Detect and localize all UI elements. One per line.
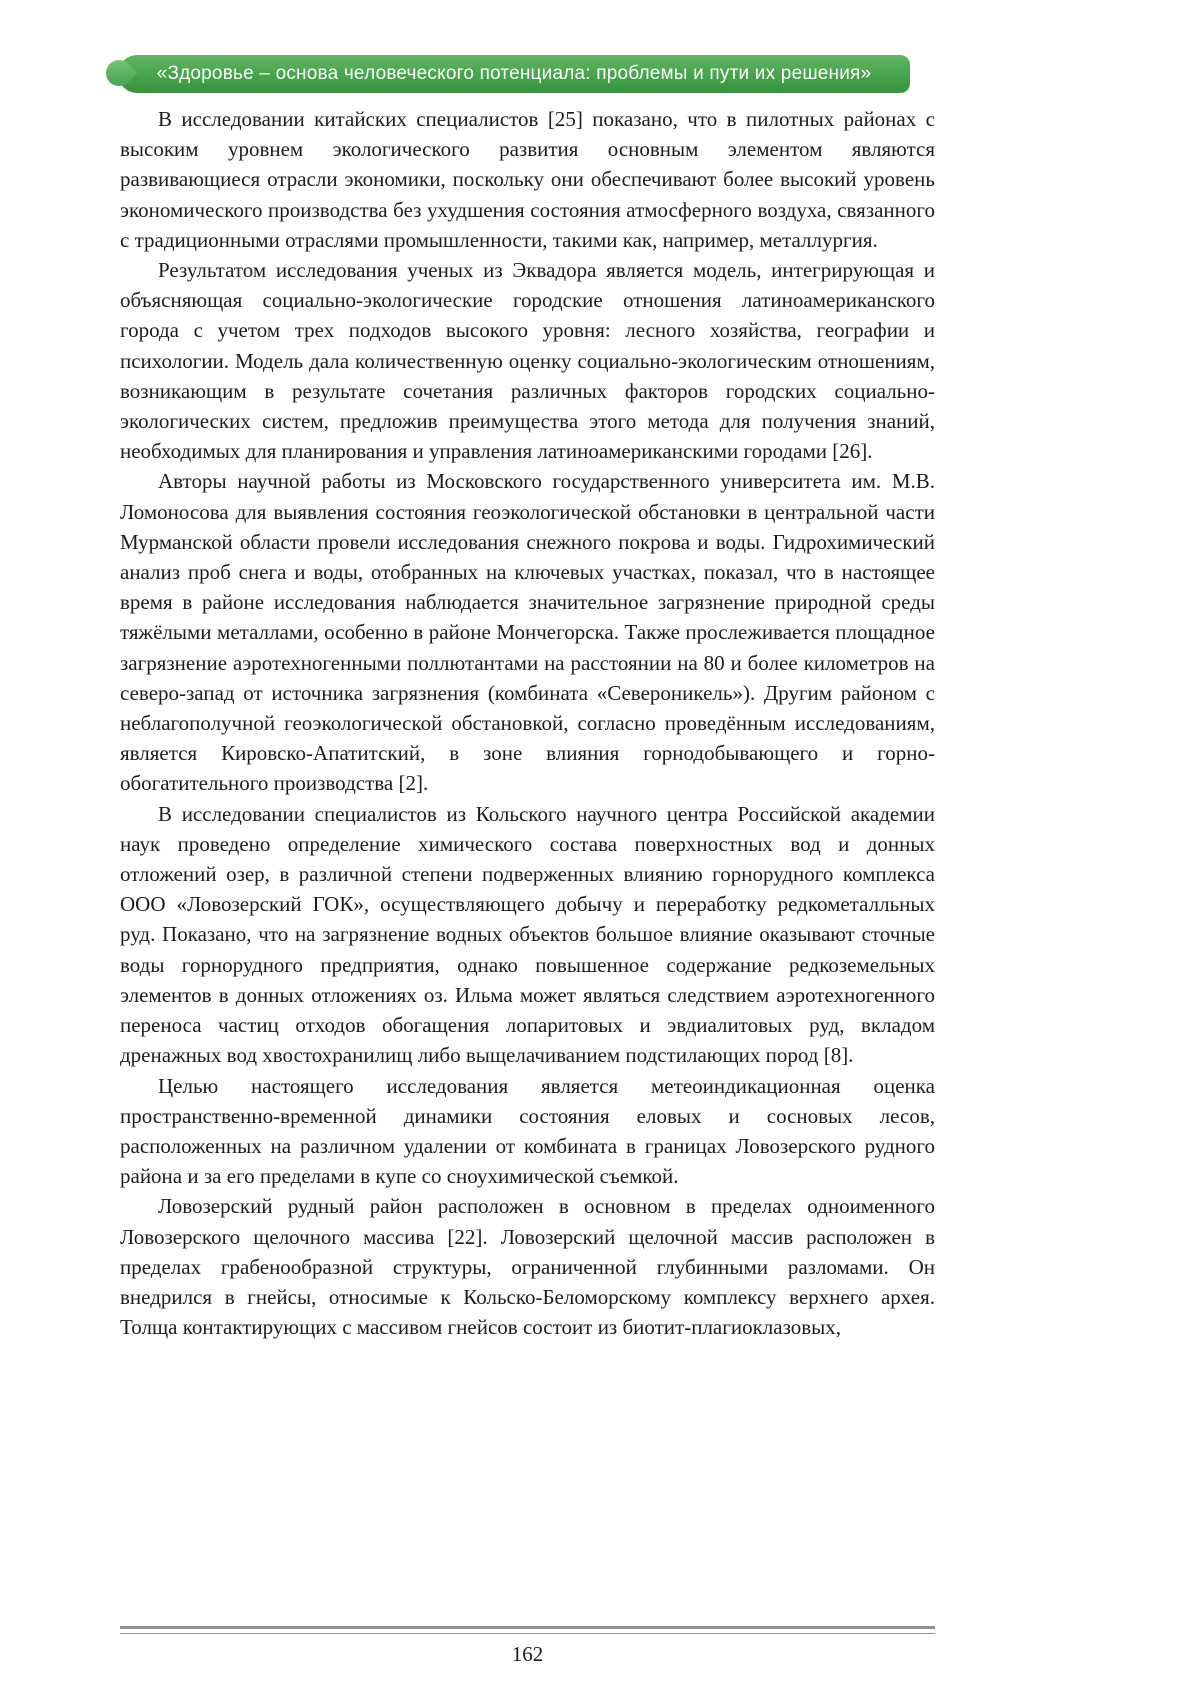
paragraph: Ловозерский рудный район расположен в основном в пределах одноименного Ловозерского щелочного массива [22]. Ловозерский щелочной массив расположен в пределах грабенообразной структуры, ограниченной глубинными разломами. Он внедрился в гнейсы, относимые к Кольско-Беломорскому комплексу верхнего архея. Толща контактирующих с массивом гнейсов состоит из биотит-плагиоклазовых, [120,1194,935,1340]
paragraph: В исследовании специалистов из Кольского научного центра Российской академии наук проведено определение химического состава поверхностных вод и донных отложений озер, в различной степени подверженных влиянию горнорудного комплекса ООО «Ловозерский ГОК», осуществляющего добычу и переработку редкометалльных руд. Показано, что на загрязнение водных объектов большое влияние оказывают сточные воды горнорудного предприятия, однако повышенное содержание редкоземельных элементов в донных отложениях оз. Ильма может являться следствием аэротехногенного переноса частиц отходов обогащения лопаритовых и эвдиалитовых руд, вкладом дренажных вод хвостохранилищ либо выщелачиванием подстилающих пород [8]. [120,801,935,1068]
paragraph: В исследовании китайских специалистов [25] показано, что в пилотных районах с высоким уровнем экологического развития основным элементом являются развивающиеся отрасли экономики, поскольку они обеспечивают более высокий уровень экономического производства без ухудшения состояния атмосферного воздуха, связанного с традиционными отраслями промышленности, такими как, например, металлургия. [120,107,935,252]
page-number: 162 [511,1642,544,1666]
header-banner [118,55,910,93]
paragraph: Целью настоящего исследования является метеоиндикационная оценка пространственно-временной динамики состояния еловых и сосновых лесов, расположенных на различном удалении от комбината в границах Ловозерского рудного района и за его пределами в купе со сноухимической съемкой. [120,1073,935,1189]
footer-divider [120,1626,935,1634]
conference-title: «Здоровье – основа человеческого потенциала: проблемы и пути их решения» [156,63,872,84]
paragraph: Результатом исследования ученых из Эквадора является модель, интегрирующая и объясняющая социально-экологические городские отношения латиноамериканского города с учетом трех подходов высокого уровня: лесного хозяйства, географии и психологии. Модель дала количественную оценку социально-экологическим отношениям, возникающим в результате сочетания различных факторов городских социально-экологических систем, предложив преимущества этого метода для получения знаний, необходимых для планирования и управления латиноамериканскими городами [26]. [120,258,935,464]
body-text [120,104,935,1342]
paragraph: Авторы научной работы из Московского государственного университета им. М.В. Ломоносова для выявления состояния геоэкологической обстановки в центральной части Мурманской области провели исследования снежного покрова и воды. Гидрохимический анализ проб снега и воды, отобранных на ключевых участках, показал, что в настоящее время в районе исследования наблюдается значительное загрязнение природной среды тяжёлыми металлами, особенно в районе Мончегорска. Также прослеживается площадное загрязнение аэротехногенными поллютантами на расстоянии на 80 и более километров на северо-запад от источника загрязнения (комбината «Североникель»). Другим районом с неблагополучной геоэкологической обстановкой, согласно проведённым исследованиям, является Кировско-Апатитский, в зоне влияния горнодобывающего и горно-обогатительного производства [2]. [120,469,935,796]
